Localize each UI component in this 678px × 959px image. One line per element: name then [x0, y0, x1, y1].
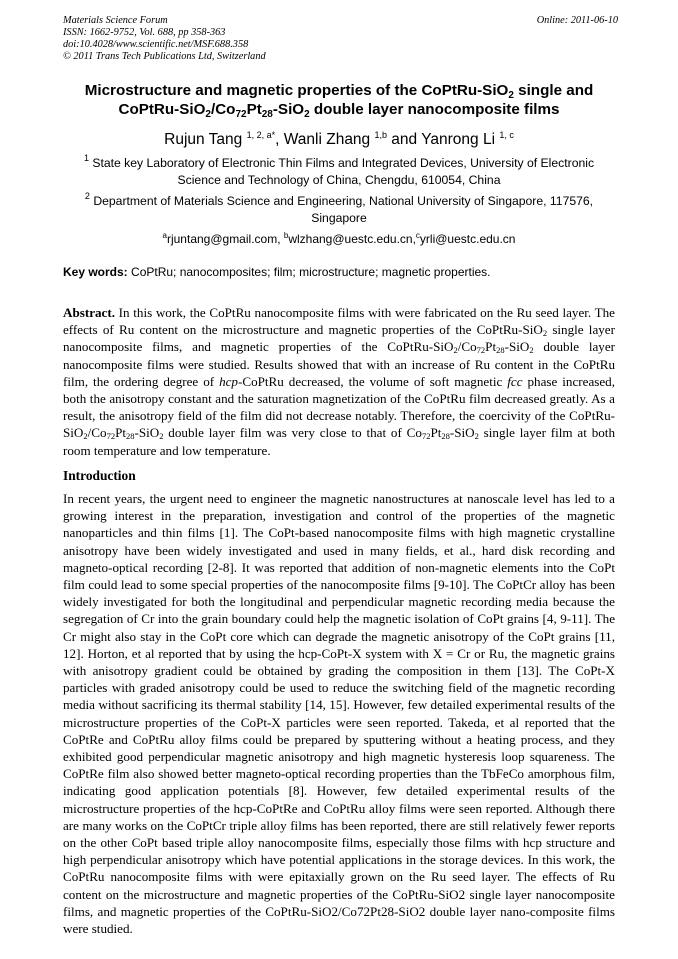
journal-doi: doi:10.4028/www.scientific.net/MSF.688.358 — [63, 39, 249, 50]
affiliation-1: $^1$ State key Laboratory of Electronic Thin Films and Integrated Devices, University of Electronic Science and Technology of China, Chengdu, 610054, China — [83, 153, 595, 187]
paper-title: Microstructure and magnetic properties of the CoPtRu-SiO$_2$ single and CoPtRu-$SiO_2/Co_{72}Pt_{28}-SiO_2$ double layer nanocomposite films — [84, 82, 594, 120]
online-date: Online: 2011-06-10 — [536, 15, 618, 26]
journal-name: Materials Science Forum — [63, 15, 168, 26]
email-link[interactable]: rjuntang@gmail.com, — [166, 232, 284, 246]
journal-copyright: © 2011 Trans Tech Publications Ltd, Switzerland — [63, 51, 266, 62]
keywords — [63, 264, 618, 280]
journal-header — [63, 15, 618, 63]
abstract-label: Abstract. — [63, 305, 115, 320]
affiliation-2: $^2$ Department of Materials Science and Engineering, National University of Singapore, 117576, Singapore — [84, 191, 594, 225]
section-heading-introduction: Introduction — [63, 468, 136, 483]
author-list: Rujun Tang $^{1, 2, a*}$, Wanli Zhang $^{1,b}$ and Yanrong Li $^{1, c}$ — [164, 130, 514, 148]
introduction-body: In recent years, the urgent need to engineer the magnetic nanostructures at nanoscale level has led to a growing interest in the preparation, investigation and control of the properties of the magnetic nanoparticles and thin films [1]. The CoPt-based nanocomposite films with high magnetic crystalline anisotropy have been widely investigated and used in many fields, et al., hard disk recording and magneto-optical recording [2-8]. It was reported that addition of non-magnetic elements into the CoPt film could lead to some special properties of the nanocomposite films [9-10]. The CoPtCr alloy has been widely investigated for both the longitudinal and perpendicular magnetic recording media because the segregation of Cr into the grain boundary could help the magnetic isolation of CoPt grains [4, 9-11]. The Cr might also stay in the CoPt core which can degrade the magnetic anisotropy of the CoPt grains [11, 12]. Horton, et al reported that by using the hcp-CoPt-X system with X = Cr or Ru, the magnetic grains with anisotropy gradient could be obtained by grading the composition in them [13]. The CoPt-X particles with graded anisotropy could be used to reduce the switching field of the magnetic recording media without sacrificing its thermal stability [14, 15]. However, few detailed experimental results of the microstructure properties of the CoPt-X particles were seen reported. Takeda, et al reported that the CoPtRe and CoPtRu alloy films could be prepared by sputtering without a heating process, and they exhibited good perpendicular magnetic anisotropy and high magnetic hysteresis loop squareness. The CoPtRe film also showed better magneto-optical recording properties than the TbFeCo amorphous film, indicating good application potentials [8]. However, few detailed experimental results of the microstructure properties of the hcp-CoPtRe and CoPtRu alloy films were seen reported. Although there are many works on the CoPtCr triple alloy films has been reported, there are still relatively fewer reports on the other CoPt based triple alloy nanocomposite films, especially those films with hcp structure and high perpendicular anisotropy which have potential applications in the storage devices. In this work, the CoPtRu nanocomposite films with were epitaxially grown on the Ru seed layer. The effects of Ru content on the microstructure and magnetic properties of the CoPtRu-SiO2 single layer nanocomposite films, and magnetic properties of the CoPtRu-SiO2/Co72Pt28-SiO2 double layer nano-composite films were studied. — [63, 491, 615, 937]
email-link[interactable]: yrli@uestc.edu.cn — [419, 232, 516, 246]
keywords-label: Key words: — [63, 265, 128, 279]
journal-issn: ISSN: 1662-9752, Vol. 688, pp 358-363 — [63, 27, 226, 38]
email-link[interactable]: wlzhang@uestc.edu.cn, — [288, 232, 416, 246]
abstract: Abstract. In this work, the CoPtRu nanocomposite films with were fabricated on the Ru seed layer. The effects of Ru content on the microstructure and magnetic properties of the CoPtRu-SiO$_2$ single layer nanocomposite films, and magnetic properties of the CoPtRu-$SiO_2/Co_{72}Pt_{28}-SiO_2$ double layer nanocomposite films were studied. Results showed that with an increase of Ru content in the CoPtRu film, the ordering degree of hcp-CoPtRu decreased, the volume of soft magnetic fcc phase increased, both the anisotropy constant and the saturation magnetization of the CoPtRu film decreased greatly. As a result, the anisotropy field of the film did not decrease notably. Therefore, the coercivity of the CoPtRu-$SiO_2/Co_{72}Pt_{28}-SiO_2$ double layer film was very close to that of $Co_{72}Pt_{28}-SiO_2$ single layer film at both room temperature and low temperature. — [63, 305, 615, 458]
keywords-text: CoPtRu; nanocomposites; film; microstructure; magnetic properties. — [127, 265, 491, 279]
author-emails: $^a$rjuntang@gmail.com, $^b$wlzhang@uestc.edu.cn,$^c$yrli@uestc.edu.cn — [162, 231, 516, 246]
